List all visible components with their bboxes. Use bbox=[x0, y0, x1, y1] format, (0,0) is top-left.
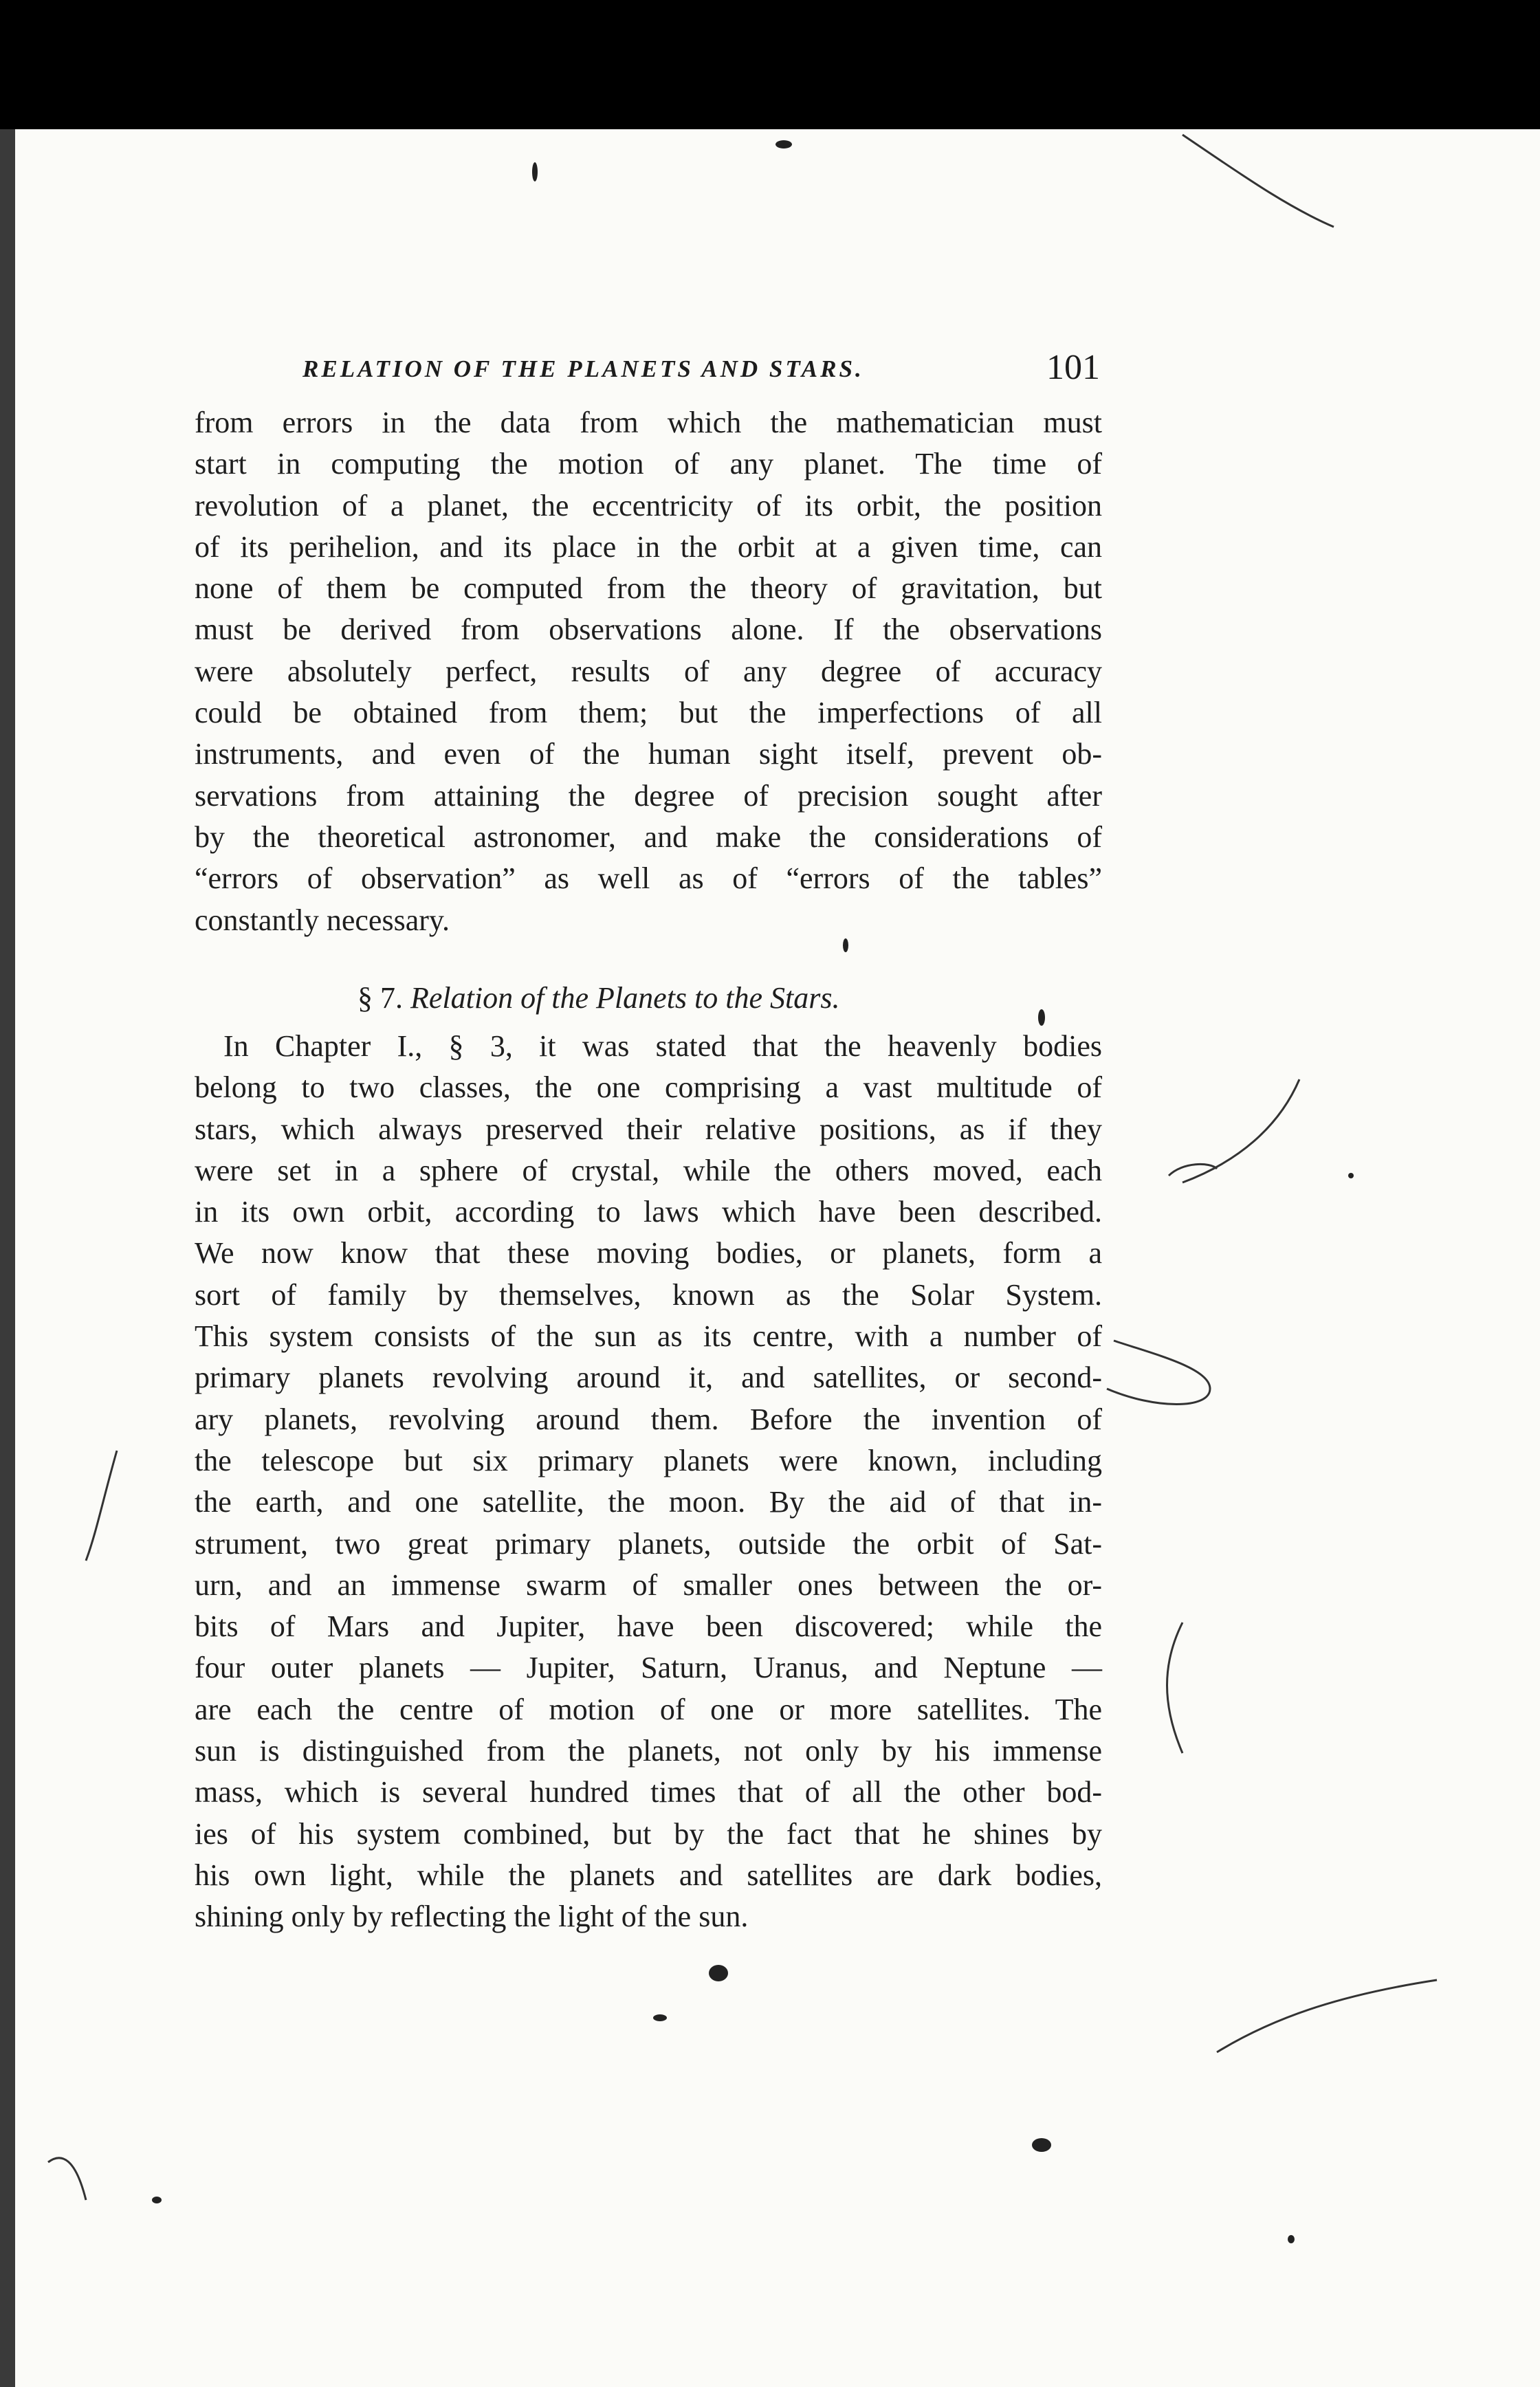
ink-speck bbox=[532, 162, 538, 182]
running-title: RELATION OF THE PLANETS AND STARS. bbox=[302, 355, 864, 382]
text-line: mass, which is several hundred times that of all the other bod- bbox=[195, 1775, 1102, 1810]
text-line: ary planets, revolving around them. Before the invention of bbox=[195, 1402, 1102, 1436]
text-line: four outer planets — Jupiter, Saturn, Uranus, and Neptune — bbox=[195, 1651, 1102, 1685]
text-line: must be derived from observations alone. If the observations bbox=[195, 613, 1102, 647]
section-title: Relation of the Planets to the Stars. bbox=[410, 981, 840, 1015]
text-line: of its perihelion, and its place in the orbit at a given time, can bbox=[195, 529, 1102, 564]
text-line: urn, and an immense swarm of smaller ones between the or- bbox=[195, 1568, 1102, 1602]
text-line: stars, which always preserved their relative positions, as if they bbox=[195, 1112, 1102, 1146]
ink-speck bbox=[776, 140, 792, 148]
pencil-stroke bbox=[86, 1451, 117, 1561]
text-line: We now know that these moving bodies, or planets, form a bbox=[195, 1236, 1102, 1270]
text-line: “errors of observation” as well as of “errors of the tables” bbox=[195, 861, 1102, 896]
paragraph-two bbox=[195, 1026, 1102, 1938]
text-line: constantly necessary. bbox=[195, 903, 450, 937]
text-line: sun is distinguished from the planets, not only by his immense bbox=[195, 1734, 1102, 1768]
section-number: § 7. bbox=[358, 981, 403, 1015]
text-line: by the theoretical astronomer, and make the considerations of bbox=[195, 820, 1102, 854]
text-line: sort of family by themselves, known as the Solar System. bbox=[195, 1277, 1102, 1312]
pencil-stroke bbox=[1167, 1622, 1183, 1753]
text-line: were set in a sphere of crystal, while the others moved, each bbox=[195, 1153, 1102, 1187]
text-line: servations from attaining the degree of precision sought after bbox=[195, 778, 1102, 813]
text-line: the telescope but six primary planets were known, including bbox=[195, 1443, 1102, 1477]
ink-speck bbox=[1032, 2138, 1051, 2152]
pencil-stroke bbox=[1182, 1079, 1299, 1182]
ink-speck bbox=[1288, 2235, 1295, 2243]
pencil-stroke bbox=[1107, 1341, 1210, 1405]
text-line: instruments, and even of the human sight itself, prevent ob- bbox=[195, 737, 1102, 771]
text-line: shining only by reflecting the light of the sun. bbox=[195, 1900, 749, 1934]
pencil-stroke bbox=[1182, 135, 1334, 227]
text-line: start in computing the motion of any planet. The time of bbox=[195, 447, 1102, 481]
ink-speck bbox=[709, 1965, 728, 1981]
pencil-stroke bbox=[1217, 1980, 1437, 2052]
text-line: ies of his system combined, but by the fact that he shines by bbox=[195, 1816, 1102, 1851]
text-line: revolution of a planet, the eccentricity of its orbit, the position bbox=[195, 488, 1102, 522]
ink-speck bbox=[653, 2014, 667, 2021]
text-line: are each the centre of motion of one or more satellites. The bbox=[195, 1692, 1102, 1726]
running-head bbox=[302, 347, 1107, 395]
ink-speck bbox=[1348, 1173, 1354, 1178]
text-line: In Chapter I., § 3, it was stated that the heavenly bodies bbox=[223, 1029, 1102, 1063]
text-line: in its own orbit, according to laws which have been described. bbox=[195, 1195, 1102, 1229]
text-line: This system consists of the sun as its centre, with a number of bbox=[195, 1319, 1102, 1354]
text-line: were absolutely perfect, results of any degree of accuracy bbox=[195, 654, 1102, 688]
ink-speck bbox=[152, 2197, 162, 2203]
text-line: none of them be computed from the theory of gravitation, but bbox=[195, 571, 1102, 606]
text-line: the earth, and one satellite, the moon. By the aid of that in- bbox=[195, 1485, 1102, 1519]
pencil-stroke bbox=[48, 2158, 86, 2200]
text-line: could be obtained from them; but the imperfections of all bbox=[195, 696, 1102, 730]
text-line: strument, two great primary planets, outside the orbit of Sat- bbox=[195, 1526, 1102, 1561]
section-heading bbox=[358, 978, 1045, 1019]
paragraph-one bbox=[195, 402, 1102, 941]
text-line: primary planets revolving around it, and satellites, or second- bbox=[195, 1361, 1102, 1395]
text-line: belong to two classes, the one comprising a vast multitude of bbox=[195, 1070, 1102, 1105]
text-line: his own light, while the planets and satellites are dark bodies, bbox=[195, 1858, 1102, 1892]
text-line: from errors in the data from which the mathematician must bbox=[195, 406, 1102, 439]
text-line: bits of Mars and Jupiter, have been discovered; while the bbox=[195, 1609, 1102, 1644]
page-number: 101 bbox=[1046, 348, 1100, 387]
